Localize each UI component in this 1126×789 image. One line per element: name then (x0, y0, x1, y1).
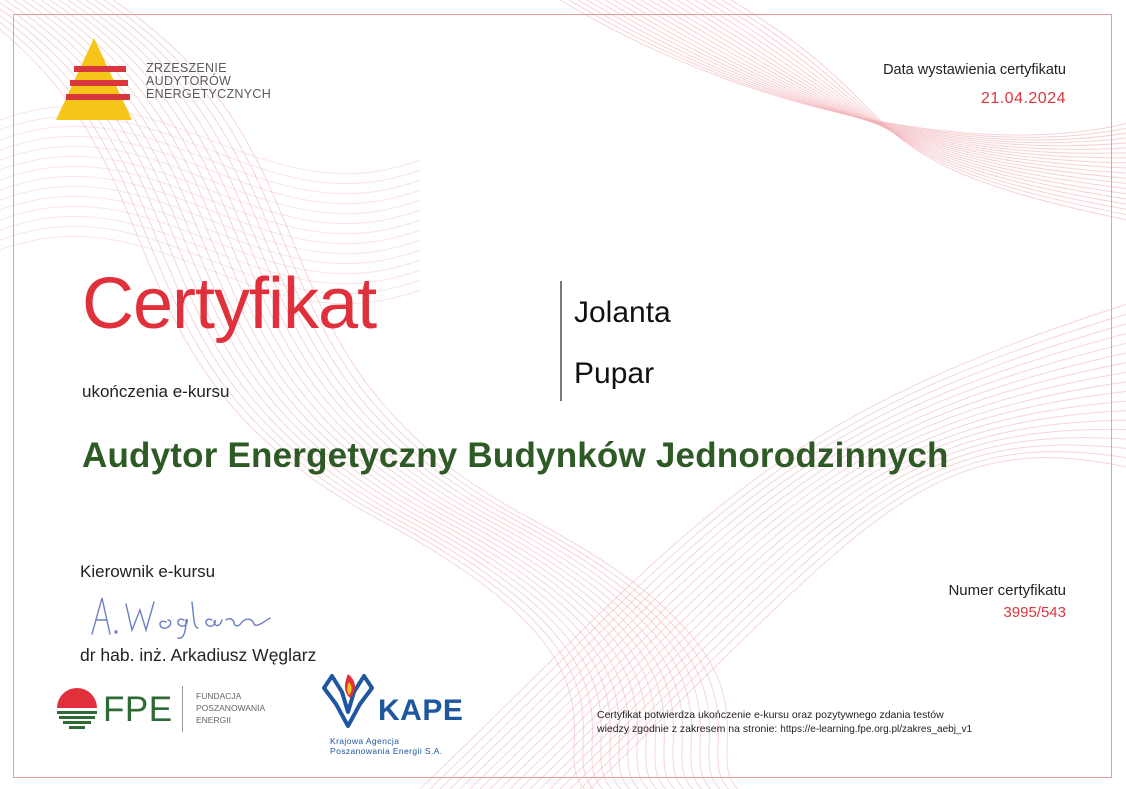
footnote-prefix: wiedzy zgodnie z zakresem na stronie: (597, 723, 778, 735)
issue-date-label: Data wystawienia certyfikatu (883, 62, 1066, 78)
fpe-separator (182, 686, 183, 732)
certificate-number-label: Numer certyfikatu (948, 582, 1066, 599)
triangle-logo-icon (56, 38, 146, 124)
kape-name-line: Krajowa Agencja (330, 736, 400, 746)
fpe-name-line: ENERGII (196, 715, 231, 725)
kape-flame-icon (318, 668, 378, 730)
certificate-subtitle: ukończenia e-kursu (82, 382, 230, 401)
organization-logo (56, 38, 296, 124)
course-lead-label: Kierownik e-kursu (80, 562, 216, 581)
fpe-logo (56, 684, 296, 734)
fpe-name-line: POSZANOWANIA (196, 703, 266, 713)
course-name: Audytor Energetyczny Budynków Jednorodzinnych (82, 436, 949, 475)
fpe-sun-icon (56, 688, 98, 730)
kape-name-line: Poszanowania Energii S.A. (330, 746, 443, 756)
kape-full-name (330, 736, 443, 756)
organization-name-line: ENERGETYCZNYCH (146, 87, 272, 101)
fpe-name-line: FUNDACJA (196, 691, 242, 701)
fpe-abbr: FPE (103, 690, 173, 729)
recipient-last-name: Pupar (574, 357, 655, 390)
issue-date-value: 21.04.2024 (980, 90, 1066, 107)
name-divider (560, 281, 562, 401)
footnote-line (597, 722, 972, 737)
organization-name-line: AUDYTORÓW (146, 74, 232, 88)
kape-logo (316, 668, 486, 760)
kape-abbr: KAPE (378, 694, 464, 727)
course-scope-link[interactable]: https://e-learning.fpe.org.pl/zakres_aebj_v1 (780, 724, 973, 735)
footnote-line: Certyfikat potwierdza ukończenie e-kursu oraz pozytywnego zdania testów (597, 709, 944, 721)
organization-name-line: ZRZESZENIE (146, 61, 227, 75)
course-lead-name: dr hab. inż. Arkadiusz Węglarz (80, 645, 317, 665)
recipient-first-name: Jolanta (574, 296, 671, 329)
signature-image (88, 590, 278, 640)
certificate-footnote (597, 708, 972, 737)
organization-name (146, 62, 271, 101)
certificate-title: Certyfikat (82, 264, 377, 344)
fpe-full-name (196, 690, 265, 726)
certificate-number-value: 3995/543 (1003, 604, 1066, 621)
